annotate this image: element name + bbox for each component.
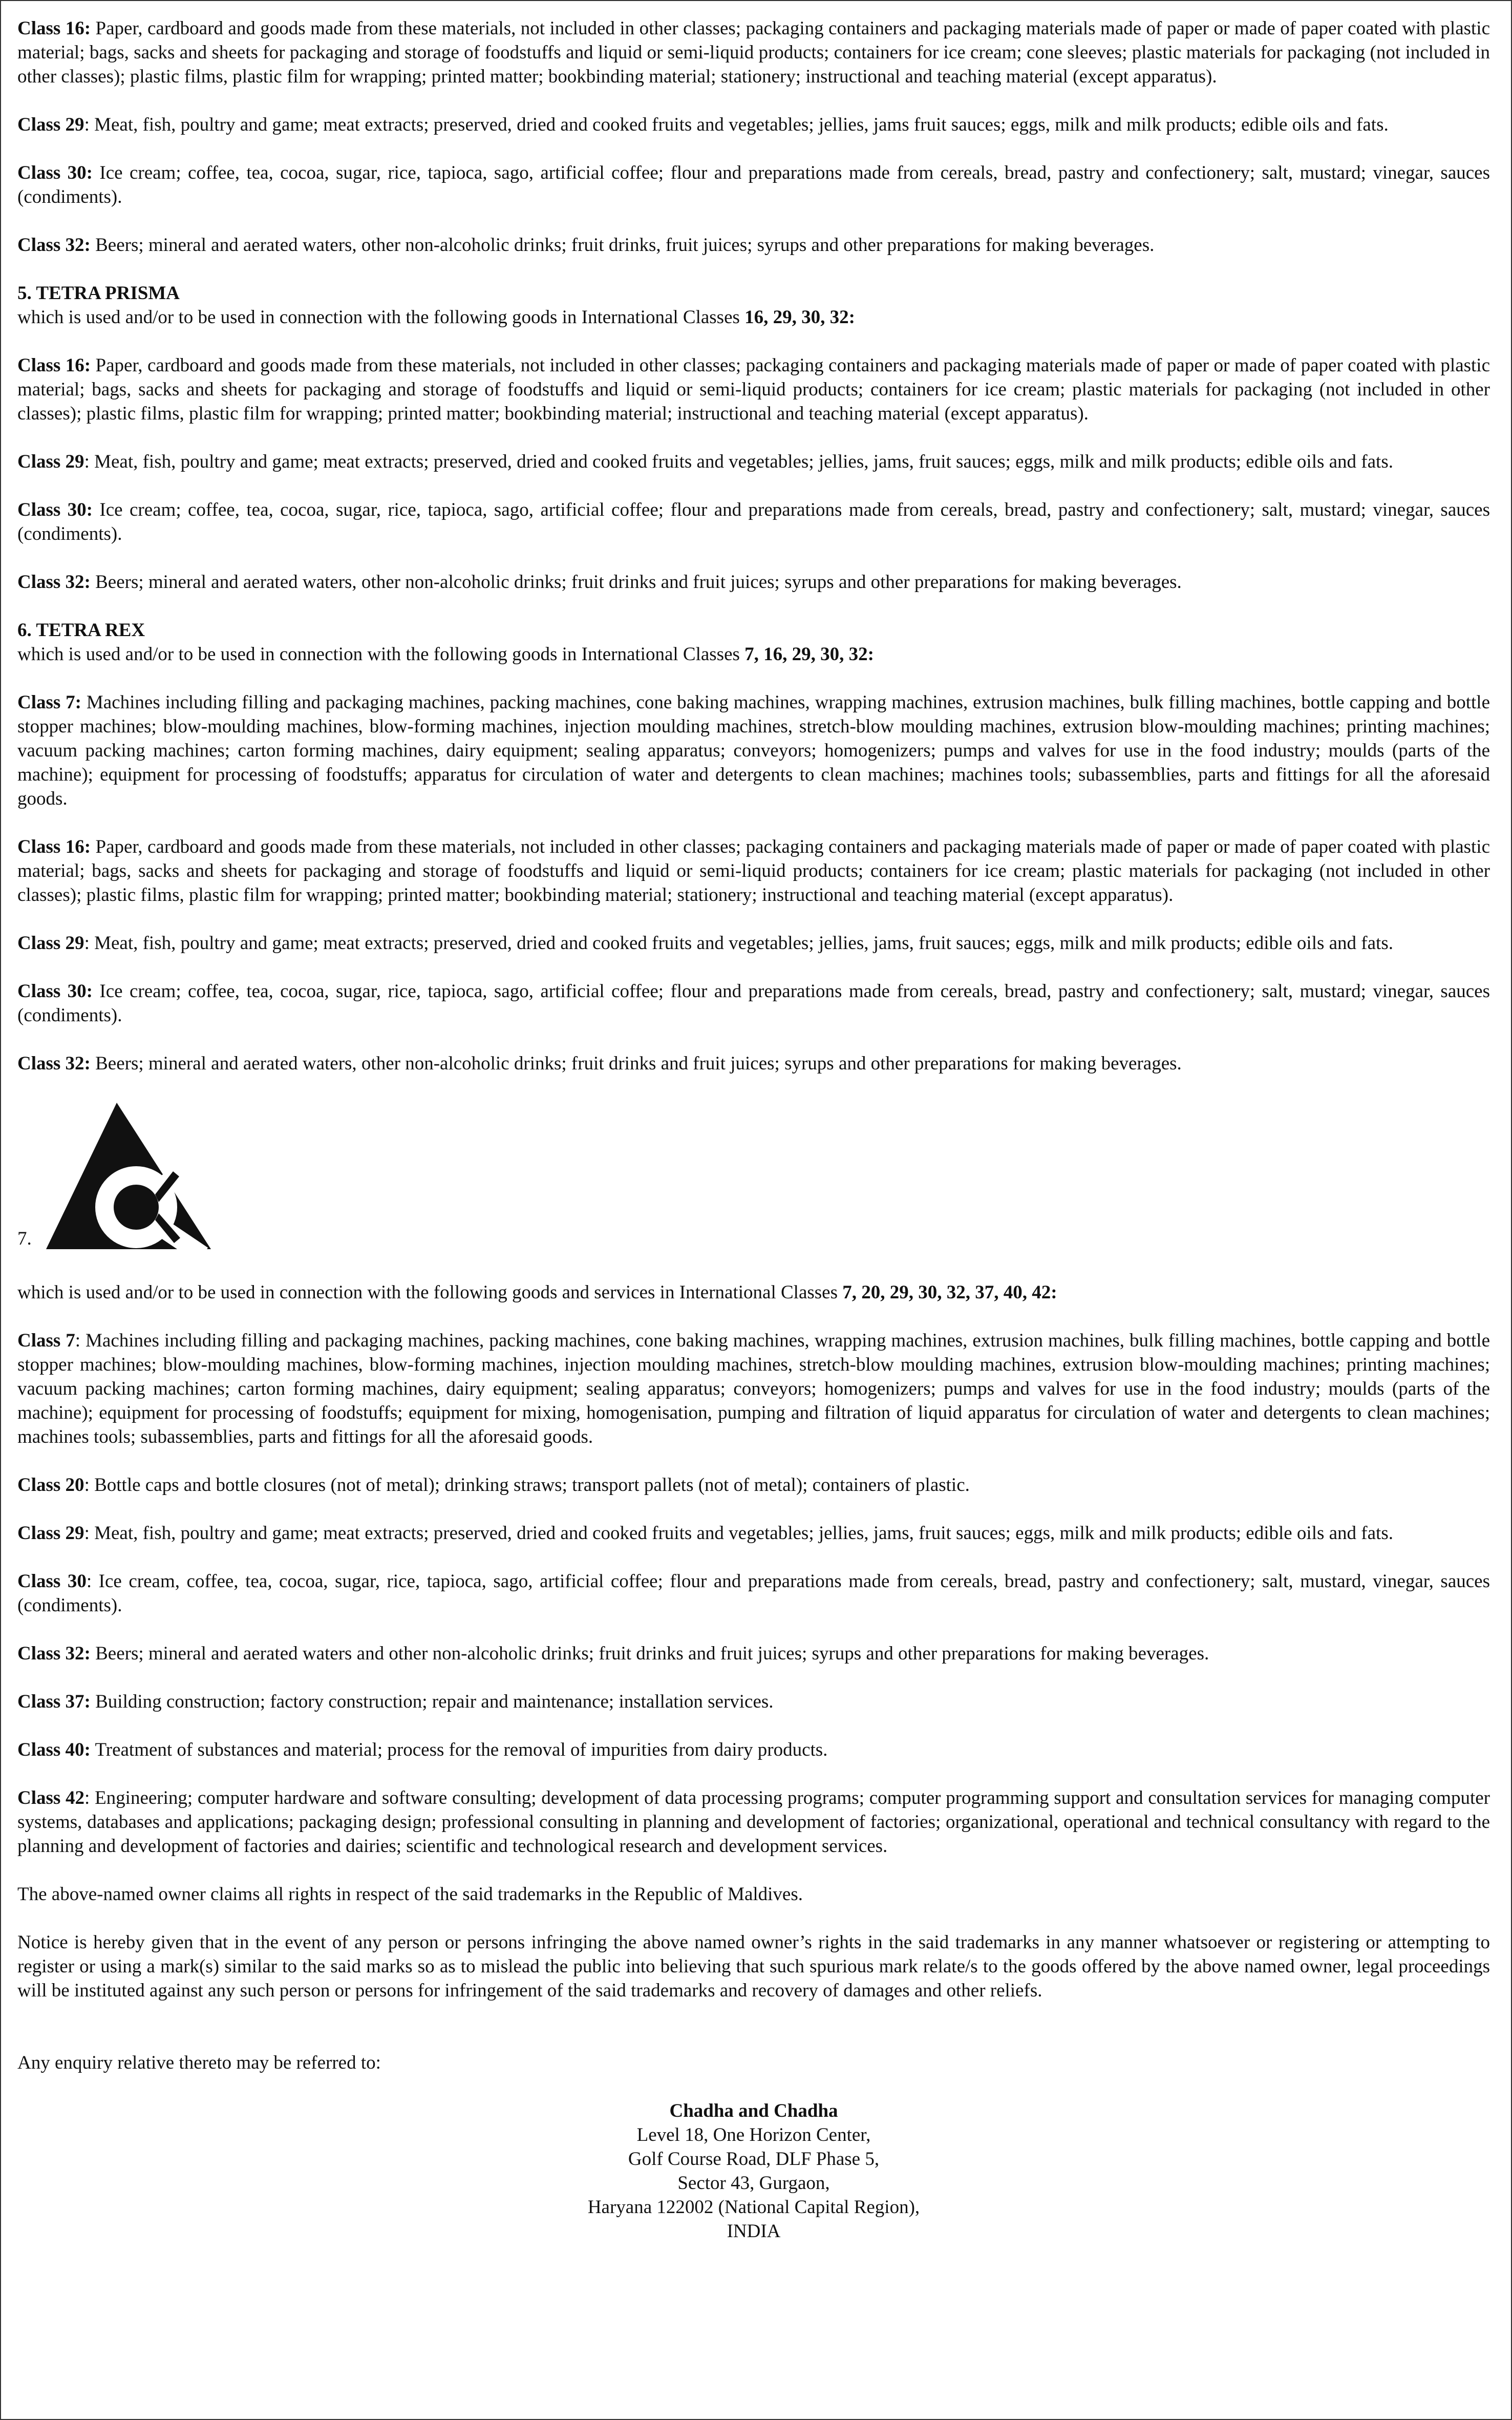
class-paragraph bbox=[17, 1051, 1490, 1076]
document-body bbox=[17, 16, 1490, 2243]
class-label: Class 32: bbox=[17, 572, 91, 593]
mark-classes-intro bbox=[17, 642, 1490, 666]
class-label: Class 16: bbox=[17, 836, 91, 857]
class-label: Class 30 bbox=[17, 1571, 87, 1592]
mark-title: 5. TETRA PRISMA bbox=[17, 283, 180, 304]
class-label: Class 29 bbox=[17, 114, 84, 135]
class-description: : Meat, fish, poultry and game; meat extracts; preserved, dried and cooked fruits and vegetables; jellies, jams, fruit sauces; eggs, milk and milk products; edible oils and fats. bbox=[84, 451, 1393, 472]
class-label: Class 29 bbox=[17, 1523, 84, 1544]
class-label: Class 40: bbox=[17, 1739, 91, 1760]
address-line: Haryana 122002 (National Capital Region), bbox=[587, 2197, 920, 2218]
class-paragraph bbox=[17, 835, 1490, 907]
class-paragraph bbox=[17, 931, 1490, 955]
class-description: : Engineering; computer hardware and software consulting; development of data processing programs; computer programming support and consultation services for managing computer systems, databases and applications; packaging design; professional consulting in planning and development of factories; organizational, operational and technical consultancy with regard to the planning and development of factories and dairies; scientific and technological research and development services. bbox=[17, 1787, 1490, 1857]
class-label: Class 37: bbox=[17, 1691, 91, 1712]
mark-heading bbox=[17, 618, 1490, 666]
class-description: Paper, cardboard and goods made from these materials, not included in other classes; packaging containers and packaging materials made of paper or made of paper coated with plastic material; bags, sacks and sheets for packaging and storage of foodstuffs and liquid or semi-liquid products; containers for ice cream; plastic materials for packaging (not included in other classes); plastic films, plastic film for wrapping; printed matter; bookbinding material; instructional and teaching material (except apparatus). bbox=[17, 355, 1490, 424]
class-label: Class 20 bbox=[17, 1475, 84, 1496]
address-line: INDIA bbox=[727, 2221, 781, 2242]
class-paragraph bbox=[17, 353, 1490, 426]
notice-paragraph: The above-named owner claims all rights in respect of the said trademarks in the Republic of Maldives. bbox=[17, 1884, 803, 1905]
class-label: Class 16: bbox=[17, 355, 91, 376]
class-paragraph bbox=[17, 1690, 1490, 1714]
notice-paragraph: Any enquiry relative thereto may be referred to: bbox=[17, 2052, 381, 2073]
contact-address bbox=[17, 2099, 1490, 2243]
class-paragraph bbox=[17, 690, 1490, 811]
mark-classes-intro bbox=[17, 305, 1490, 329]
class-description: Building construction; factory construction; repair and maintenance; installation services. bbox=[90, 1691, 774, 1712]
class-paragraph bbox=[17, 1738, 1490, 1762]
class-paragraph bbox=[17, 1786, 1490, 1858]
paragraph-spacer bbox=[17, 2027, 1490, 2051]
address-line: Golf Course Road, DLF Phase 5, bbox=[628, 2149, 880, 2170]
class-label: Class 32: bbox=[17, 1643, 91, 1664]
class-description: : Ice cream, coffee, tea, cocoa, sugar, rice, tapioca, sago, artificial coffee; flour and preparations made from cereals, bread, pastry and confectionery; salt, mustard, vinegar, sauces (condiments). bbox=[17, 1571, 1490, 1616]
class-description: Beers; mineral and aerated waters, other non-alcoholic drinks; fruit drinks and fruit juices; syrups and other preparations for making beverages. bbox=[90, 1053, 1182, 1074]
logo-mark-row bbox=[17, 1100, 1490, 1251]
class-description: : Meat, fish, poultry and game; meat extracts; preserved, dried and cooked fruits and vegetables; jellies, jams fruit sauces; eggs, milk and milk products; edible oils and fats. bbox=[84, 114, 1389, 135]
class-label: Class 7 bbox=[17, 1330, 75, 1351]
class-description: Beers; mineral and aerated waters and other non-alcoholic drinks; fruit drinks and fruit juices; syrups and other preparations for making beverages. bbox=[90, 1643, 1209, 1664]
class-label: Class 32: bbox=[17, 235, 91, 256]
class-label: Class 30: bbox=[17, 162, 93, 183]
class-description: : Meat, fish, poultry and game; meat extracts; preserved, dried and cooked fruits and vegetables; jellies, jams, fruit sauces; eggs, milk and milk products; edible oils and fats. bbox=[84, 1523, 1393, 1544]
mark-heading bbox=[17, 1280, 1490, 1304]
class-description: : Machines including filling and packaging machines, packing machines, cone baking machines, wrapping machines, extrusion machines, bulk filling machines, bottle capping and bottle stopper machines; blow-moulding machines, blow-forming machines, injection moulding machines, stretch-blow moulding machines, extrusion blow-moulding machines; printing machines; vacuum packing machines; carton forming machines, dairy equipment; sealing apparatus; conveyors; homogenizers; pumps and valves for use in the food industry; moulds (parts of the machine); equipment for processing of foodstuffs; equipment for mixing, homogenisation, pumping and filtration of liquid apparatus for circulation of water and detergents to clean machines; machines tools; subassemblies, parts and fittings for all the aforesaid goods. bbox=[17, 1330, 1490, 1447]
class-description: Ice cream; coffee, tea, cocoa, sugar, rice, tapioca, sago, artificial coffee; flour and preparations made from cereals, bread, pastry and confectionery; salt, mustard; vinegar, sauces (condiments). bbox=[17, 981, 1490, 1026]
tetra-pak-logo-icon bbox=[40, 1100, 227, 1251]
class-paragraph bbox=[17, 1329, 1490, 1449]
intro-text: which is used and/or to be used in connection with the following goods and services in International Classes bbox=[17, 1282, 843, 1303]
firm-name: Chadha and Chadha bbox=[669, 2100, 838, 2121]
class-label: Class 16: bbox=[17, 18, 91, 39]
class-paragraph bbox=[17, 570, 1490, 594]
class-label: Class 30: bbox=[17, 981, 93, 1002]
class-description: Paper, cardboard and goods made from these materials, not included in other classes; packaging containers and packaging materials made of paper or made of paper coated with plastic material; bags, sacks and sheets for packaging and storage of foodstuffs and liquid or semi-liquid products; containers for ice cream; plastic materials for packaging (not included in other classes); plastic films, plastic film for wrapping; printed matter; bookbinding material; stationery; instructional and teaching material (except apparatus). bbox=[17, 836, 1490, 906]
class-paragraph bbox=[17, 1473, 1490, 1497]
intro-text: which is used and/or to be used in connection with the following goods in International Classes bbox=[17, 307, 745, 328]
intro-text: which is used and/or to be used in connection with the following goods in International Classes bbox=[17, 644, 745, 665]
class-paragraph bbox=[17, 979, 1490, 1027]
class-description: Paper, cardboard and goods made from these materials, not included in other classes; packaging containers and packaging materials made of paper or made of paper coated with plastic material; bags, sacks and sheets for packaging and storage of foodstuffs and liquid or semi-liquid products; containers for ice cream; cone sleeves; plastic materials for packaging (not included in other classes); plastic films, plastic film for wrapping; printed matter; bookbinding material; stationery; instructional and teaching material (except apparatus). bbox=[17, 18, 1490, 87]
class-label: Class 32: bbox=[17, 1053, 91, 1074]
class-description: Beers; mineral and aerated waters, other non-alcoholic drinks; fruit drinks, fruit juices; syrups and other preparations for making beverages. bbox=[90, 235, 1155, 256]
class-description: : Meat, fish, poultry and game; meat extracts; preserved, dried and cooked fruits and vegetables; jellies, jams, fruit sauces; eggs, milk and milk products; edible oils and fats. bbox=[84, 933, 1393, 954]
class-paragraph bbox=[17, 16, 1490, 89]
class-description: : Bottle caps and bottle closures (not of metal); drinking straws; transport pallets (not of metal); containers of plastic. bbox=[84, 1475, 970, 1496]
class-paragraph bbox=[17, 1642, 1490, 1666]
class-label: Class 42 bbox=[17, 1787, 85, 1808]
class-label: Class 29 bbox=[17, 451, 84, 472]
class-description: Treatment of substances and material; process for the removal of impurities from dairy products. bbox=[90, 1739, 828, 1760]
notice-paragraph: Notice is hereby given that in the event of any person or persons infringing the above named owner’s rights in the said trademarks in any manner whatsoever or registering or attempting to register or using a mark(s) similar to the said marks so as to mislead the public into believing that such spurious mark relate/s to the goods offered by the above named owner, legal proceedings will be instituted against any such person or persons for infringement of the said trademarks and recovery of damages and other reliefs. bbox=[17, 1932, 1490, 2001]
intro-classes: 7, 16, 29, 30, 32: bbox=[744, 644, 874, 665]
intro-classes: 16, 29, 30, 32: bbox=[744, 307, 855, 328]
mark-classes-intro bbox=[17, 1280, 1490, 1304]
class-paragraph bbox=[17, 161, 1490, 209]
intro-classes: 7, 20, 29, 30, 32, 37, 40, 42: bbox=[842, 1282, 1057, 1303]
class-label: Class 7: bbox=[17, 692, 81, 713]
mark-heading bbox=[17, 281, 1490, 329]
address-line: Sector 43, Gurgaon, bbox=[677, 2173, 830, 2194]
class-description: Ice cream; coffee, tea, cocoa, sugar, rice, tapioca, sago, artificial coffee; flour and preparations made from cereals, bread, pastry and confectionery; salt, mustard; vinegar, sauces (condiments). bbox=[17, 499, 1490, 544]
class-paragraph bbox=[17, 233, 1490, 257]
class-description: Ice cream; coffee, tea, cocoa, sugar, rice, tapioca, sago, artificial coffee; flour and preparations made from cereals, bread, pastry and confectionery; salt, mustard; vinegar, sauces (condiments). bbox=[17, 162, 1490, 207]
class-paragraph bbox=[17, 113, 1490, 137]
class-label: Class 30: bbox=[17, 499, 93, 520]
class-description: Machines including filling and packaging machines, packing machines, cone baking machines, wrapping machines, extrusion machines, bulk filling machines, bottle capping and bottle stopper machines; blow-moulding machines, blow-forming machines, injection moulding machines, stretch-blow moulding machines, extrusion blow-moulding machines; printing machines; vacuum packing machines; carton forming machines, dairy equipment; sealing apparatus; conveyors; homogenizers; pumps and valves for use in the food industry; moulds (parts of the machine); equipment for processing of foodstuffs; apparatus for circulation of water and detergents to clean machines; machines tools; subassemblies, parts and fittings for all the aforesaid goods. bbox=[17, 692, 1490, 809]
mark-title: 6. TETRA REX bbox=[17, 620, 145, 641]
class-paragraph bbox=[17, 1521, 1490, 1545]
address-line: Level 18, One Horizon Center, bbox=[636, 2124, 871, 2145]
class-paragraph bbox=[17, 1569, 1490, 1617]
class-description: Beers; mineral and aerated waters, other non-alcoholic drinks; fruit drinks and fruit juices; syrups and other preparations for making beverages. bbox=[90, 572, 1182, 593]
class-label: Class 29 bbox=[17, 933, 84, 954]
mark-number: 7. bbox=[17, 1228, 32, 1249]
class-paragraph bbox=[17, 450, 1490, 474]
class-paragraph bbox=[17, 498, 1490, 546]
